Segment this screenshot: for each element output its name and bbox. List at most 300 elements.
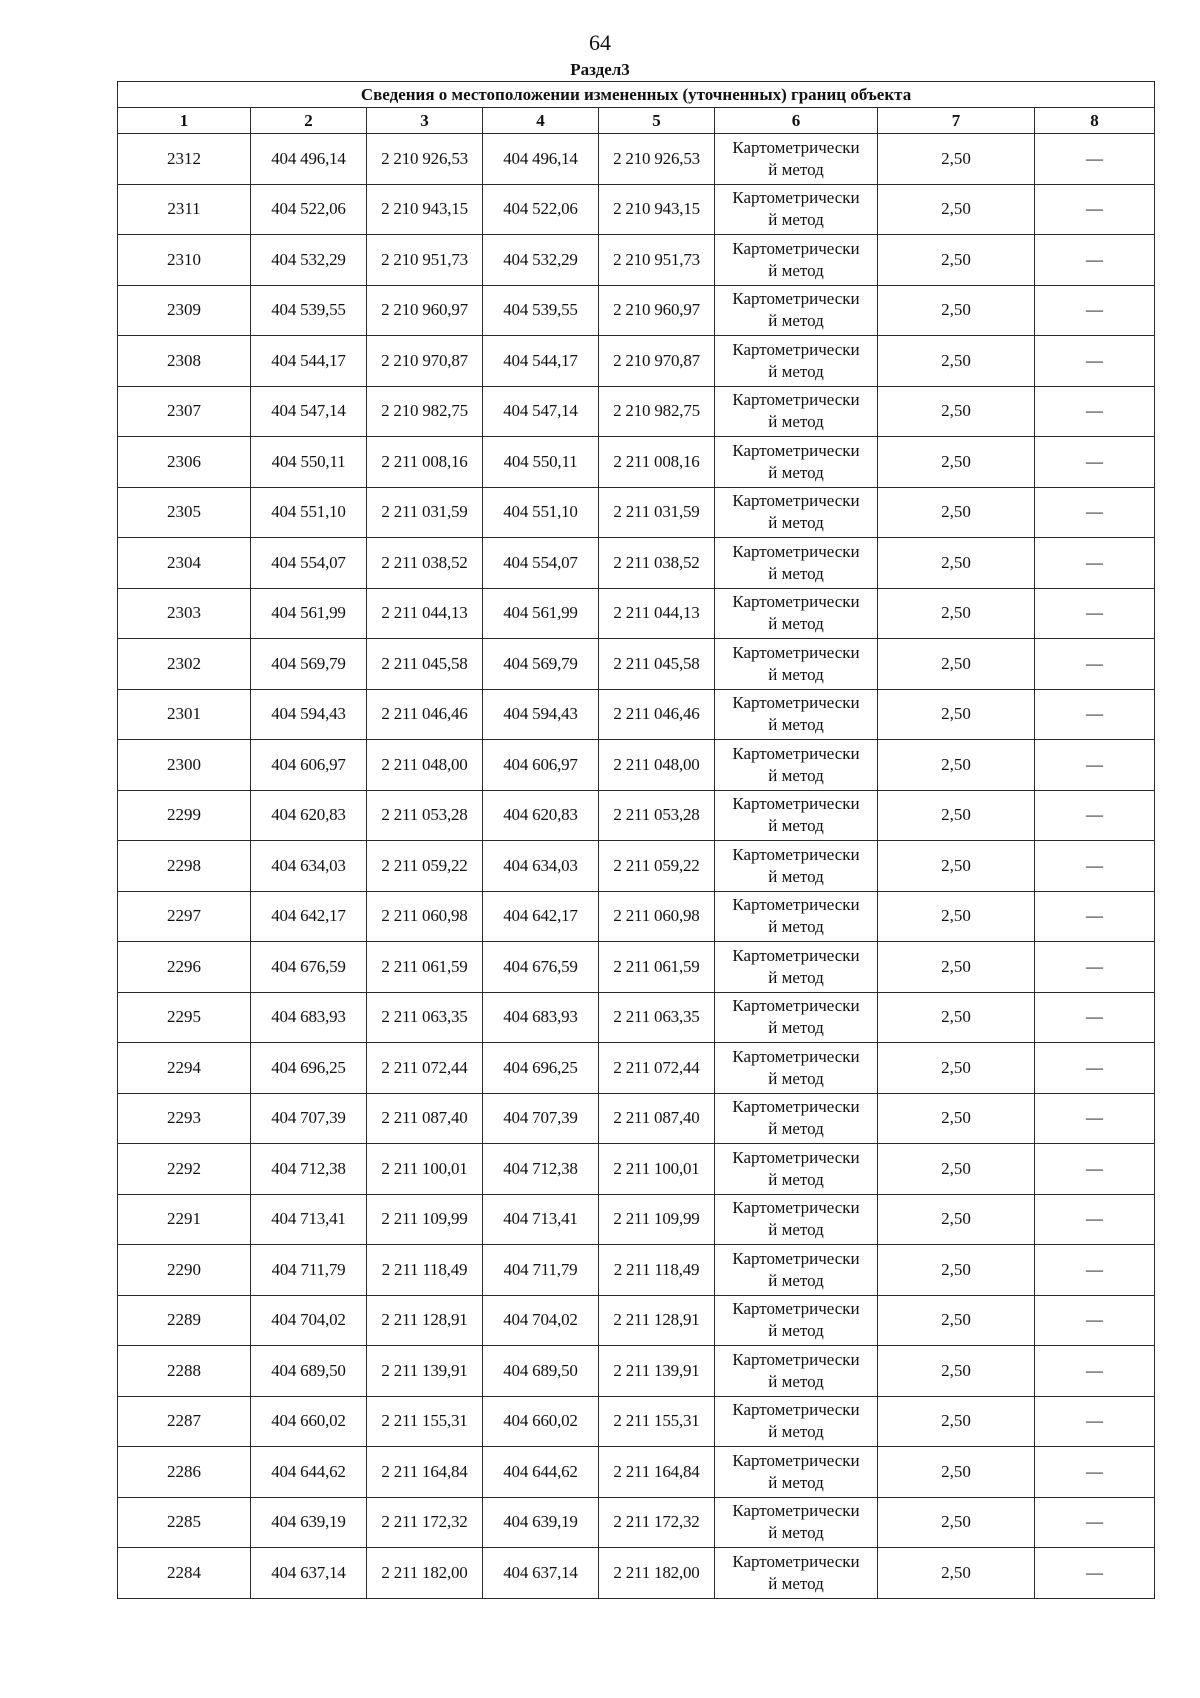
- column-number: 1: [118, 108, 251, 134]
- extra-cell: —: [1035, 942, 1155, 993]
- method-line: Картометрически: [732, 642, 860, 662]
- method-cell: [715, 1447, 878, 1498]
- table-row: [118, 1043, 1155, 1094]
- table-row: [118, 1447, 1155, 1498]
- existing-y-cell: 2 211 172,32: [367, 1497, 483, 1548]
- point-number-cell: 2293: [118, 1093, 251, 1144]
- table-row: [118, 790, 1155, 841]
- point-number-cell: 2294: [118, 1043, 251, 1094]
- existing-x-cell: 404 644,62: [251, 1447, 367, 1498]
- existing-x-cell: 404 551,10: [251, 487, 367, 538]
- point-number-cell: 2306: [118, 437, 251, 488]
- precision-cell: 2,50: [878, 841, 1035, 892]
- method-line: Картометрически: [732, 844, 860, 864]
- precision-cell: 2,50: [878, 386, 1035, 437]
- table-row: [118, 487, 1155, 538]
- new-y-cell: 2 211 048,00: [599, 740, 715, 791]
- extra-cell: —: [1035, 740, 1155, 791]
- point-number-cell: 2284: [118, 1548, 251, 1599]
- precision-cell: 2,50: [878, 1396, 1035, 1447]
- extra-cell: —: [1035, 386, 1155, 437]
- method-cell: [715, 1346, 878, 1397]
- method-line: Картометрически: [732, 1046, 860, 1066]
- method-cell: [715, 386, 878, 437]
- extra-cell: —: [1035, 134, 1155, 185]
- precision-cell: 2,50: [878, 1043, 1035, 1094]
- precision-cell: 2,50: [878, 336, 1035, 387]
- point-number-cell: 2305: [118, 487, 251, 538]
- new-y-cell: 2 211 045,58: [599, 639, 715, 690]
- point-number-cell: 2309: [118, 285, 251, 336]
- method-line: Картометрически: [732, 541, 860, 561]
- method-line: Картометрически: [732, 945, 860, 965]
- precision-cell: 2,50: [878, 1093, 1035, 1144]
- extra-cell: —: [1035, 235, 1155, 286]
- boundary-coordinates-table: [117, 81, 1155, 1599]
- existing-y-cell: 2 210 926,53: [367, 134, 483, 185]
- new-y-cell: 2 211 072,44: [599, 1043, 715, 1094]
- page-number: 64: [589, 30, 611, 55]
- table-row: [118, 639, 1155, 690]
- method-line: й метод: [768, 513, 824, 533]
- method-line: й метод: [768, 311, 824, 331]
- existing-x-cell: 404 594,43: [251, 689, 367, 740]
- point-number-cell: 2307: [118, 386, 251, 437]
- method-cell: [715, 1396, 878, 1447]
- new-y-cell: 2 211 139,91: [599, 1346, 715, 1397]
- extra-cell: —: [1035, 1548, 1155, 1599]
- new-x-cell: 404 532,29: [483, 235, 599, 286]
- existing-y-cell: 2 211 128,91: [367, 1295, 483, 1346]
- existing-x-cell: 404 713,41: [251, 1194, 367, 1245]
- existing-y-cell: 2 211 044,13: [367, 588, 483, 639]
- existing-x-cell: 404 704,02: [251, 1295, 367, 1346]
- existing-x-cell: 404 639,19: [251, 1497, 367, 1548]
- method-cell: [715, 538, 878, 589]
- method-line: й метод: [768, 1169, 824, 1189]
- point-number-cell: 2298: [118, 841, 251, 892]
- precision-cell: 2,50: [878, 1295, 1035, 1346]
- method-line: Картометрически: [732, 1400, 860, 1420]
- existing-y-cell: 2 211 038,52: [367, 538, 483, 589]
- point-number-cell: 2311: [118, 184, 251, 235]
- precision-cell: 2,50: [878, 1245, 1035, 1296]
- new-y-cell: 2 210 926,53: [599, 134, 715, 185]
- table-row: [118, 1497, 1155, 1548]
- new-y-cell: 2 211 164,84: [599, 1447, 715, 1498]
- method-line: Картометрически: [732, 693, 860, 713]
- new-x-cell: 404 676,59: [483, 942, 599, 993]
- new-y-cell: 2 211 044,13: [599, 588, 715, 639]
- method-cell: [715, 841, 878, 892]
- existing-x-cell: 404 689,50: [251, 1346, 367, 1397]
- new-y-cell: 2 210 970,87: [599, 336, 715, 387]
- method-cell: [715, 235, 878, 286]
- extra-cell: —: [1035, 689, 1155, 740]
- method-cell: [715, 1245, 878, 1296]
- existing-x-cell: 404 539,55: [251, 285, 367, 336]
- method-cell: [715, 1295, 878, 1346]
- new-y-cell: 2 210 982,75: [599, 386, 715, 437]
- column-number: 3: [367, 108, 483, 134]
- new-x-cell: 404 704,02: [483, 1295, 599, 1346]
- new-y-cell: 2 211 053,28: [599, 790, 715, 841]
- method-line: Картометрически: [732, 137, 860, 157]
- precision-cell: 2,50: [878, 689, 1035, 740]
- new-x-cell: 404 539,55: [483, 285, 599, 336]
- method-line: й метод: [768, 462, 824, 482]
- existing-y-cell: 2 211 059,22: [367, 841, 483, 892]
- method-line: й метод: [768, 1523, 824, 1543]
- new-x-cell: 404 547,14: [483, 386, 599, 437]
- table-caption: Сведения о местоположении измененных (уточненных) границ объекта: [118, 82, 1155, 108]
- existing-x-cell: 404 637,14: [251, 1548, 367, 1599]
- extra-cell: —: [1035, 588, 1155, 639]
- new-x-cell: 404 696,25: [483, 1043, 599, 1094]
- extra-cell: —: [1035, 1093, 1155, 1144]
- existing-y-cell: 2 211 031,59: [367, 487, 483, 538]
- extra-cell: —: [1035, 1043, 1155, 1094]
- existing-y-cell: 2 211 048,00: [367, 740, 483, 791]
- method-line: й метод: [768, 1119, 824, 1139]
- point-number-cell: 2302: [118, 639, 251, 690]
- extra-cell: —: [1035, 992, 1155, 1043]
- column-number: 7: [878, 108, 1035, 134]
- column-number: 8: [1035, 108, 1155, 134]
- new-y-cell: 2 211 109,99: [599, 1194, 715, 1245]
- new-y-cell: 2 211 118,49: [599, 1245, 715, 1296]
- extra-cell: —: [1035, 336, 1155, 387]
- precision-cell: 2,50: [878, 639, 1035, 690]
- point-number-cell: 2288: [118, 1346, 251, 1397]
- column-number: 4: [483, 108, 599, 134]
- new-x-cell: 404 522,06: [483, 184, 599, 235]
- existing-x-cell: 404 660,02: [251, 1396, 367, 1447]
- method-cell: [715, 1093, 878, 1144]
- new-y-cell: 2 211 100,01: [599, 1144, 715, 1195]
- method-cell: [715, 487, 878, 538]
- table-row: [118, 134, 1155, 185]
- new-x-cell: 404 620,83: [483, 790, 599, 841]
- existing-x-cell: 404 676,59: [251, 942, 367, 993]
- point-number-cell: 2289: [118, 1295, 251, 1346]
- extra-cell: —: [1035, 1245, 1155, 1296]
- method-cell: [715, 891, 878, 942]
- point-number-cell: 2300: [118, 740, 251, 791]
- existing-x-cell: 404 620,83: [251, 790, 367, 841]
- method-line: Картометрически: [732, 1248, 860, 1268]
- method-line: Картометрически: [732, 1198, 860, 1218]
- existing-x-cell: 404 532,29: [251, 235, 367, 286]
- new-y-cell: 2 211 172,32: [599, 1497, 715, 1548]
- new-y-cell: 2 211 060,98: [599, 891, 715, 942]
- existing-x-cell: 404 707,39: [251, 1093, 367, 1144]
- existing-y-cell: 2 211 045,58: [367, 639, 483, 690]
- table-row: [118, 942, 1155, 993]
- new-y-cell: 2 211 038,52: [599, 538, 715, 589]
- table-row: [118, 588, 1155, 639]
- method-cell: [715, 639, 878, 690]
- extra-cell: —: [1035, 1194, 1155, 1245]
- method-line: Картометрически: [732, 491, 860, 511]
- new-x-cell: 404 642,17: [483, 891, 599, 942]
- method-line: й метод: [768, 210, 824, 230]
- table-body: [118, 134, 1155, 1599]
- point-number-cell: 2285: [118, 1497, 251, 1548]
- precision-cell: 2,50: [878, 740, 1035, 791]
- new-x-cell: 404 707,39: [483, 1093, 599, 1144]
- existing-x-cell: 404 496,14: [251, 134, 367, 185]
- existing-x-cell: 404 712,38: [251, 1144, 367, 1195]
- method-cell: [715, 184, 878, 235]
- method-line: й метод: [768, 614, 824, 634]
- existing-x-cell: 404 554,07: [251, 538, 367, 589]
- existing-y-cell: 2 211 109,99: [367, 1194, 483, 1245]
- column-number: 2: [251, 108, 367, 134]
- table-row: [118, 740, 1155, 791]
- method-cell: [715, 992, 878, 1043]
- new-x-cell: 404 660,02: [483, 1396, 599, 1447]
- table-row: [118, 386, 1155, 437]
- existing-y-cell: 2 211 061,59: [367, 942, 483, 993]
- extra-cell: —: [1035, 1497, 1155, 1548]
- existing-y-cell: 2 211 182,00: [367, 1548, 483, 1599]
- new-x-cell: 404 637,14: [483, 1548, 599, 1599]
- existing-y-cell: 2 211 008,16: [367, 437, 483, 488]
- new-y-cell: 2 210 943,15: [599, 184, 715, 235]
- new-y-cell: 2 211 182,00: [599, 1548, 715, 1599]
- extra-cell: —: [1035, 487, 1155, 538]
- existing-x-cell: 404 696,25: [251, 1043, 367, 1094]
- existing-y-cell: 2 210 982,75: [367, 386, 483, 437]
- existing-x-cell: 404 606,97: [251, 740, 367, 791]
- method-line: Картометрически: [732, 996, 860, 1016]
- existing-x-cell: 404 642,17: [251, 891, 367, 942]
- table-row: [118, 437, 1155, 488]
- method-cell: [715, 1144, 878, 1195]
- method-line: Картометрически: [732, 289, 860, 309]
- method-line: Картометрически: [732, 592, 860, 612]
- new-x-cell: 404 551,10: [483, 487, 599, 538]
- existing-y-cell: 2 211 053,28: [367, 790, 483, 841]
- existing-y-cell: 2 211 063,35: [367, 992, 483, 1043]
- method-cell: [715, 134, 878, 185]
- new-x-cell: 404 569,79: [483, 639, 599, 690]
- method-line: Картометрически: [732, 390, 860, 410]
- table-row: [118, 841, 1155, 892]
- extra-cell: —: [1035, 437, 1155, 488]
- point-number-cell: 2290: [118, 1245, 251, 1296]
- method-cell: [715, 689, 878, 740]
- new-x-cell: 404 634,03: [483, 841, 599, 892]
- point-number-cell: 2297: [118, 891, 251, 942]
- method-cell: [715, 336, 878, 387]
- method-cell: [715, 740, 878, 791]
- method-line: Картометрически: [732, 1551, 860, 1571]
- point-number-cell: 2312: [118, 134, 251, 185]
- method-line: й метод: [768, 1068, 824, 1088]
- method-line: й метод: [768, 1321, 824, 1341]
- existing-x-cell: 404 711,79: [251, 1245, 367, 1296]
- method-cell: [715, 1497, 878, 1548]
- new-x-cell: 404 554,07: [483, 538, 599, 589]
- method-cell: [715, 1194, 878, 1245]
- existing-x-cell: 404 634,03: [251, 841, 367, 892]
- table-row: [118, 891, 1155, 942]
- extra-cell: —: [1035, 184, 1155, 235]
- method-line: Картометрически: [732, 1349, 860, 1369]
- method-line: й метод: [768, 816, 824, 836]
- new-x-cell: 404 544,17: [483, 336, 599, 387]
- existing-y-cell: 2 211 087,40: [367, 1093, 483, 1144]
- method-line: й метод: [768, 967, 824, 987]
- table-row: [118, 184, 1155, 235]
- method-cell: [715, 942, 878, 993]
- point-number-cell: 2295: [118, 992, 251, 1043]
- section-title: Раздел3: [570, 60, 630, 79]
- column-number: 5: [599, 108, 715, 134]
- precision-cell: 2,50: [878, 790, 1035, 841]
- precision-cell: 2,50: [878, 285, 1035, 336]
- existing-y-cell: 2 210 960,97: [367, 285, 483, 336]
- method-line: й метод: [768, 1422, 824, 1442]
- method-line: Картометрически: [732, 339, 860, 359]
- point-number-cell: 2286: [118, 1447, 251, 1498]
- new-x-cell: 404 644,62: [483, 1447, 599, 1498]
- table-row: [118, 235, 1155, 286]
- method-line: й метод: [768, 1220, 824, 1240]
- method-line: Картометрически: [732, 895, 860, 915]
- extra-cell: —: [1035, 1144, 1155, 1195]
- new-x-cell: 404 712,38: [483, 1144, 599, 1195]
- precision-cell: 2,50: [878, 891, 1035, 942]
- table-row: [118, 1194, 1155, 1245]
- extra-cell: —: [1035, 1346, 1155, 1397]
- method-cell: [715, 437, 878, 488]
- existing-y-cell: 2 211 139,91: [367, 1346, 483, 1397]
- precision-cell: 2,50: [878, 1497, 1035, 1548]
- method-line: й метод: [768, 765, 824, 785]
- method-line: Картометрически: [732, 188, 860, 208]
- table-row: [118, 538, 1155, 589]
- method-cell: [715, 285, 878, 336]
- new-y-cell: 2 211 046,46: [599, 689, 715, 740]
- precision-cell: 2,50: [878, 235, 1035, 286]
- existing-y-cell: 2 211 100,01: [367, 1144, 483, 1195]
- extra-cell: —: [1035, 538, 1155, 589]
- point-number-cell: 2303: [118, 588, 251, 639]
- table-row: [118, 689, 1155, 740]
- method-line: Картометрически: [732, 743, 860, 763]
- new-y-cell: 2 211 059,22: [599, 841, 715, 892]
- point-number-cell: 2308: [118, 336, 251, 387]
- new-y-cell: 2 211 061,59: [599, 942, 715, 993]
- point-number-cell: 2310: [118, 235, 251, 286]
- method-line: й метод: [768, 1573, 824, 1593]
- precision-cell: 2,50: [878, 184, 1035, 235]
- precision-cell: 2,50: [878, 942, 1035, 993]
- method-line: й метод: [768, 159, 824, 179]
- new-x-cell: 404 496,14: [483, 134, 599, 185]
- new-x-cell: 404 561,99: [483, 588, 599, 639]
- table-row: [118, 992, 1155, 1043]
- method-cell: [715, 790, 878, 841]
- point-number-cell: 2292: [118, 1144, 251, 1195]
- new-y-cell: 2 211 128,91: [599, 1295, 715, 1346]
- new-x-cell: 404 594,43: [483, 689, 599, 740]
- method-line: Картометрически: [732, 1450, 860, 1470]
- method-line: й метод: [768, 1371, 824, 1391]
- extra-cell: —: [1035, 891, 1155, 942]
- existing-y-cell: 2 210 943,15: [367, 184, 483, 235]
- existing-y-cell: 2 211 046,46: [367, 689, 483, 740]
- existing-x-cell: 404 522,06: [251, 184, 367, 235]
- table-row: [118, 1245, 1155, 1296]
- point-number-cell: 2291: [118, 1194, 251, 1245]
- existing-x-cell: 404 544,17: [251, 336, 367, 387]
- new-y-cell: 2 211 063,35: [599, 992, 715, 1043]
- method-line: й метод: [768, 412, 824, 432]
- existing-x-cell: 404 550,11: [251, 437, 367, 488]
- method-line: Картометрически: [732, 1147, 860, 1167]
- new-y-cell: 2 210 960,97: [599, 285, 715, 336]
- table-row: [118, 336, 1155, 387]
- precision-cell: 2,50: [878, 1144, 1035, 1195]
- extra-cell: —: [1035, 1447, 1155, 1498]
- method-line: Картометрически: [732, 1501, 860, 1521]
- new-x-cell: 404 713,41: [483, 1194, 599, 1245]
- precision-cell: 2,50: [878, 134, 1035, 185]
- new-x-cell: 404 711,79: [483, 1245, 599, 1296]
- new-y-cell: 2 211 155,31: [599, 1396, 715, 1447]
- new-x-cell: 404 606,97: [483, 740, 599, 791]
- method-cell: [715, 1548, 878, 1599]
- table-row: [118, 285, 1155, 336]
- method-line: й метод: [768, 563, 824, 583]
- existing-y-cell: 2 211 118,49: [367, 1245, 483, 1296]
- extra-cell: —: [1035, 841, 1155, 892]
- column-number: 6: [715, 108, 878, 134]
- point-number-cell: 2304: [118, 538, 251, 589]
- method-line: й метод: [768, 260, 824, 280]
- precision-cell: 2,50: [878, 1548, 1035, 1599]
- column-numbers-row: [118, 108, 1155, 134]
- method-line: й метод: [768, 866, 824, 886]
- method-line: й метод: [768, 917, 824, 937]
- extra-cell: —: [1035, 1396, 1155, 1447]
- precision-cell: 2,50: [878, 1194, 1035, 1245]
- method-line: Картометрически: [732, 1097, 860, 1117]
- table-row: [118, 1548, 1155, 1599]
- precision-cell: 2,50: [878, 1346, 1035, 1397]
- method-line: Картометрически: [732, 440, 860, 460]
- new-y-cell: 2 210 951,73: [599, 235, 715, 286]
- existing-y-cell: 2 211 072,44: [367, 1043, 483, 1094]
- existing-x-cell: 404 569,79: [251, 639, 367, 690]
- table-row: [118, 1093, 1155, 1144]
- new-x-cell: 404 550,11: [483, 437, 599, 488]
- table-row: [118, 1346, 1155, 1397]
- existing-y-cell: 2 210 951,73: [367, 235, 483, 286]
- method-line: й метод: [768, 715, 824, 735]
- existing-y-cell: 2 210 970,87: [367, 336, 483, 387]
- existing-x-cell: 404 561,99: [251, 588, 367, 639]
- extra-cell: —: [1035, 790, 1155, 841]
- new-y-cell: 2 211 031,59: [599, 487, 715, 538]
- method-cell: [715, 588, 878, 639]
- point-number-cell: 2299: [118, 790, 251, 841]
- method-line: й метод: [768, 1270, 824, 1290]
